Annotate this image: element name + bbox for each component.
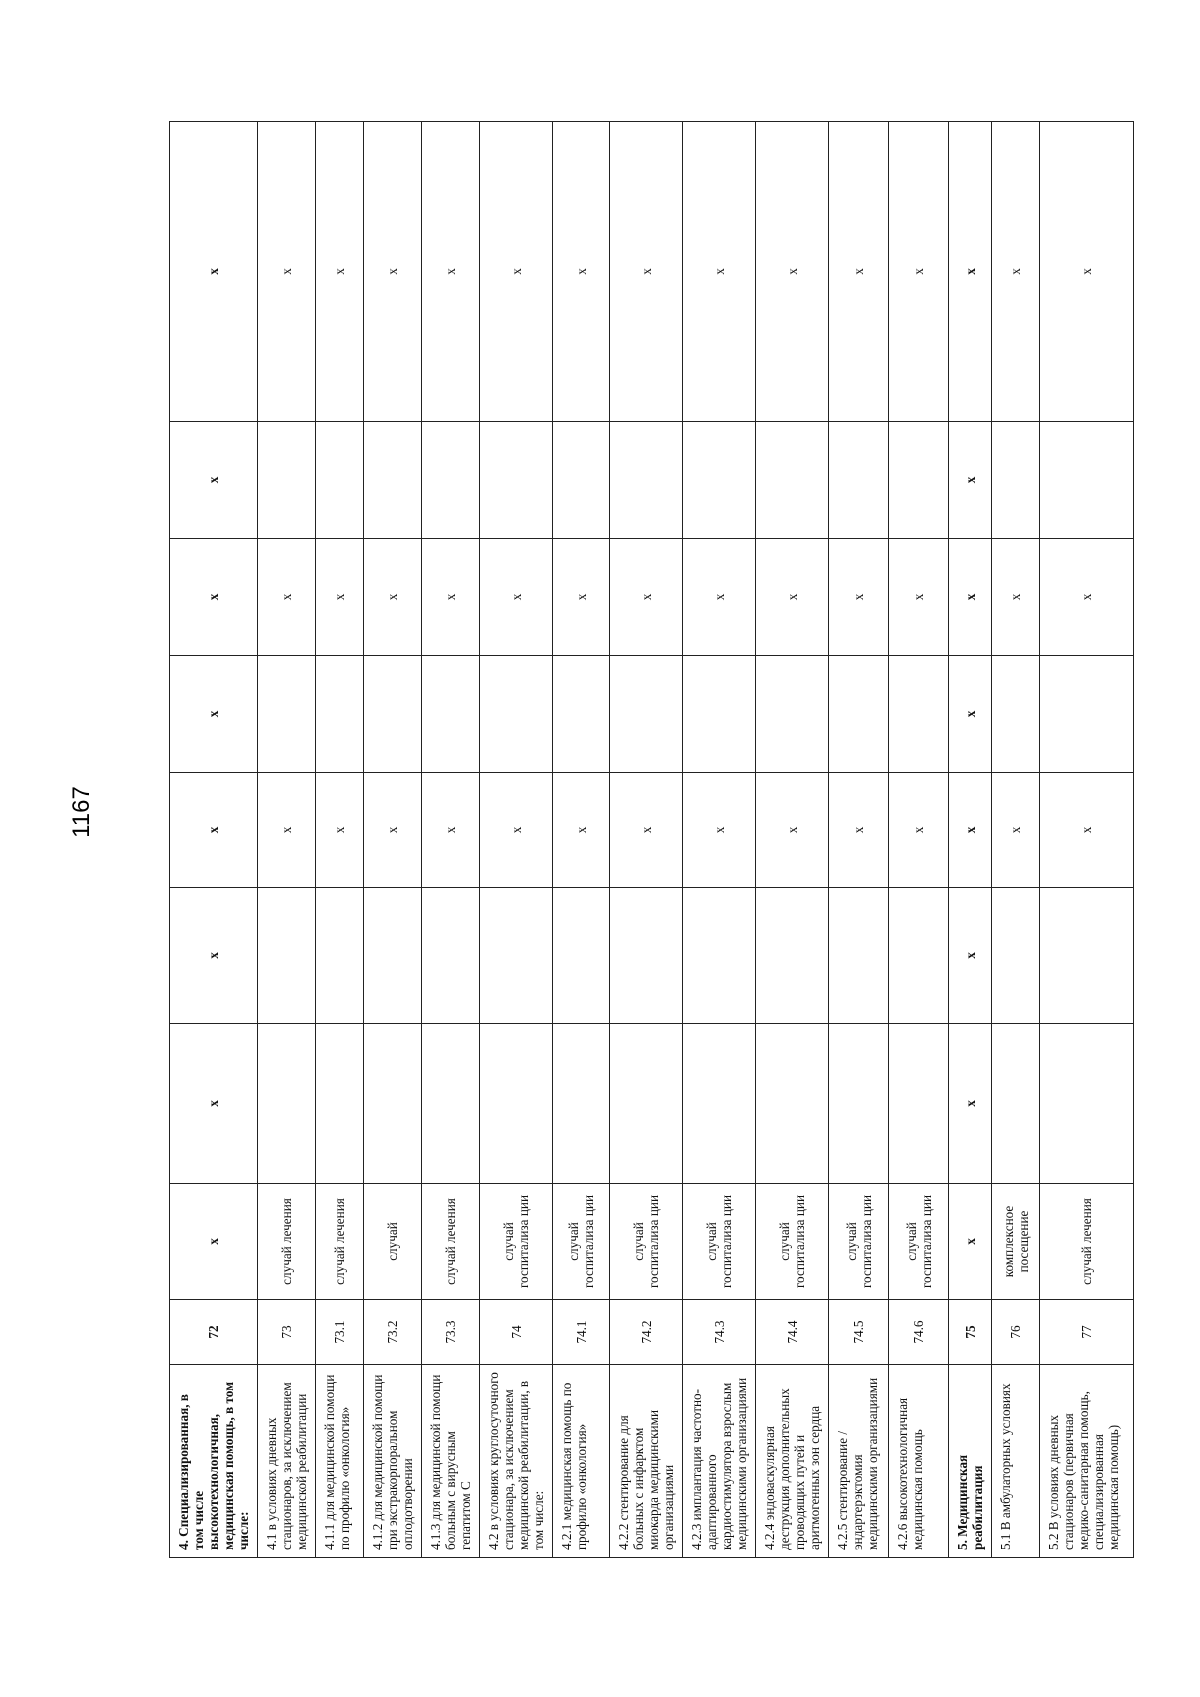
value-cell: x: [1040, 539, 1134, 656]
value-cell: x: [949, 888, 992, 1024]
value-cell: [829, 656, 889, 773]
value-cell: x: [949, 122, 992, 422]
value-cell: x: [364, 773, 422, 888]
page-number: 1167: [68, 786, 95, 838]
table-row: [364, 122, 422, 1558]
value-cell: x: [170, 122, 258, 422]
value-cell: [889, 1024, 949, 1184]
value-cell: [316, 1024, 364, 1184]
value-cell: [889, 888, 949, 1024]
value-cell: x: [992, 122, 1040, 422]
value-cell: x: [610, 122, 683, 422]
row-name-cell: 4. Специализированная, в том числе высокотехнологичная, медицинская помощь, в том числе:: [170, 1365, 258, 1558]
value-cell: x: [949, 656, 992, 773]
value-cell: [553, 1024, 610, 1184]
value-cell: [1040, 422, 1134, 539]
value-cell: [610, 656, 683, 773]
value-cell: x: [258, 122, 316, 422]
row-code-cell: 73.2: [364, 1300, 422, 1365]
value-cell: x: [1040, 122, 1134, 422]
value-cell: x: [170, 656, 258, 773]
value-cell: [364, 656, 422, 773]
row-unit-cell: случай госпитализа ции: [480, 1184, 553, 1300]
row-code-cell: 74.5: [829, 1300, 889, 1365]
value-cell: x: [480, 539, 553, 656]
value-cell: [258, 888, 316, 1024]
row-unit-cell: случай госпитализа ции: [889, 1184, 949, 1300]
value-cell: x: [610, 773, 683, 888]
value-cell: x: [258, 539, 316, 656]
row-unit-cell: x: [949, 1184, 992, 1300]
row-unit-cell: x: [170, 1184, 258, 1300]
value-cell: x: [992, 539, 1040, 656]
row-code-cell: 72: [170, 1300, 258, 1365]
value-cell: x: [889, 773, 949, 888]
value-cell: [756, 1024, 829, 1184]
table-row: [949, 122, 992, 1558]
value-cell: x: [756, 539, 829, 656]
value-cell: x: [610, 539, 683, 656]
value-cell: x: [316, 539, 364, 656]
value-cell: [889, 656, 949, 773]
value-cell: x: [170, 888, 258, 1024]
row-code-cell: 74.6: [889, 1300, 949, 1365]
row-unit-cell: случай лечения: [1040, 1184, 1134, 1300]
row-name-cell: 4.1 в условиях дневных стационаров, за исключением медицинской реабилитации: [258, 1365, 316, 1558]
value-cell: x: [553, 773, 610, 888]
value-cell: [480, 888, 553, 1024]
table-body: [170, 122, 1134, 1558]
table-row: [258, 122, 316, 1558]
row-code-cell: 74.3: [683, 1300, 756, 1365]
value-cell: [1040, 888, 1134, 1024]
value-cell: x: [553, 539, 610, 656]
value-cell: x: [422, 539, 480, 656]
table-row: [1040, 122, 1134, 1558]
row-code-cell: 74.4: [756, 1300, 829, 1365]
table-row: [683, 122, 756, 1558]
value-cell: [258, 1024, 316, 1184]
value-cell: [829, 1024, 889, 1184]
value-cell: [422, 656, 480, 773]
row-unit-cell: случай лечения: [316, 1184, 364, 1300]
value-cell: [480, 422, 553, 539]
value-cell: x: [422, 773, 480, 888]
value-cell: [756, 422, 829, 539]
value-cell: [683, 1024, 756, 1184]
value-cell: x: [170, 773, 258, 888]
value-cell: x: [364, 539, 422, 656]
row-code-cell: 73.1: [316, 1300, 364, 1365]
row-unit-cell: случай госпитализа ции: [610, 1184, 683, 1300]
row-code-cell: 75: [949, 1300, 992, 1365]
value-cell: x: [170, 539, 258, 656]
row-name-cell: 4.2.1 медицинская помощь по профилю «онкология»: [553, 1365, 610, 1558]
value-cell: x: [1040, 773, 1134, 888]
value-cell: x: [683, 539, 756, 656]
value-cell: [829, 422, 889, 539]
table-row: [553, 122, 610, 1558]
value-cell: x: [480, 773, 553, 888]
data-table: [169, 121, 1134, 1558]
value-cell: [553, 888, 610, 1024]
value-cell: [992, 656, 1040, 773]
value-cell: x: [422, 122, 480, 422]
value-cell: [683, 656, 756, 773]
table-row: [480, 122, 553, 1558]
value-cell: [992, 888, 1040, 1024]
value-cell: [422, 888, 480, 1024]
value-cell: x: [170, 422, 258, 539]
value-cell: [316, 422, 364, 539]
value-cell: [364, 888, 422, 1024]
value-cell: [480, 656, 553, 773]
row-name-cell: 4.2.2 стентирование для больных с инфарктом миокарда медицинскими организациями: [610, 1365, 683, 1558]
value-cell: [422, 422, 480, 539]
value-cell: x: [258, 773, 316, 888]
value-cell: x: [316, 122, 364, 422]
value-cell: x: [992, 773, 1040, 888]
row-name-cell: 4.2.5 стентирование / эндартерэктомия медицинскими организациями: [829, 1365, 889, 1558]
value-cell: x: [683, 773, 756, 888]
row-unit-cell: случай госпитализа ции: [553, 1184, 610, 1300]
value-cell: [992, 422, 1040, 539]
row-unit-cell: случай: [364, 1184, 422, 1300]
row-unit-cell: случай лечения: [258, 1184, 316, 1300]
value-cell: x: [829, 122, 889, 422]
value-cell: x: [949, 1024, 992, 1184]
row-name-cell: 5.2 В условиях дневных стационаров (первичная медико-санитарная помощь, специализированная медицинская помощь): [1040, 1365, 1134, 1558]
value-cell: [683, 888, 756, 1024]
row-name-cell: 5.1 В амбулаторных условиях: [992, 1365, 1040, 1558]
table-row: [889, 122, 949, 1558]
value-cell: [480, 1024, 553, 1184]
table-row: [422, 122, 480, 1558]
value-cell: x: [170, 1024, 258, 1184]
table-row: [316, 122, 364, 1558]
value-cell: x: [829, 773, 889, 888]
row-code-cell: 73.3: [422, 1300, 480, 1365]
value-cell: x: [364, 122, 422, 422]
row-name-cell: 4.1.3 для медицинской помощи больным с вирусным гепатитом С: [422, 1365, 480, 1558]
value-cell: [889, 422, 949, 539]
row-name-cell: 4.2 в условиях круглосуточного стационара, за исключением медицинской реабилитации, в том числе:: [480, 1365, 553, 1558]
row-unit-cell: случай госпитализа ции: [829, 1184, 889, 1300]
value-cell: x: [949, 422, 992, 539]
value-cell: [610, 888, 683, 1024]
value-cell: x: [889, 539, 949, 656]
value-cell: [1040, 1024, 1134, 1184]
value-cell: x: [480, 122, 553, 422]
row-name-cell: 4.2.4 эндоваскулярная деструкция дополнительных проводящих путей и аритмогенных зон сердца: [756, 1365, 829, 1558]
table-row: [610, 122, 683, 1558]
value-cell: x: [756, 122, 829, 422]
value-cell: x: [949, 539, 992, 656]
value-cell: x: [949, 773, 992, 888]
row-name-cell: 4.2.3 имплантация частотно-адаптированного кардиостимулятора взрослым медицинскими организациями: [683, 1365, 756, 1558]
row-name-cell: 4.1.2 для медицинской помощи при экстракорпоральном оплодотворении: [364, 1365, 422, 1558]
value-cell: [553, 656, 610, 773]
value-cell: x: [553, 122, 610, 422]
value-cell: [258, 422, 316, 539]
row-unit-cell: случай госпитализа ции: [683, 1184, 756, 1300]
table-row: [756, 122, 829, 1558]
table-row: [829, 122, 889, 1558]
value-cell: [829, 888, 889, 1024]
row-code-cell: 77: [1040, 1300, 1134, 1365]
value-cell: [756, 656, 829, 773]
row-name-cell: 4.1.1 для медицинской помощи по профилю «онкология»: [316, 1365, 364, 1558]
row-code-cell: 74.2: [610, 1300, 683, 1365]
value-cell: x: [889, 122, 949, 422]
row-code-cell: 74.1: [553, 1300, 610, 1365]
value-cell: [553, 422, 610, 539]
value-cell: [316, 656, 364, 773]
value-cell: [258, 656, 316, 773]
value-cell: [756, 888, 829, 1024]
value-cell: [610, 1024, 683, 1184]
row-code-cell: 73: [258, 1300, 316, 1365]
value-cell: x: [829, 539, 889, 656]
value-cell: [683, 422, 756, 539]
table-row: [992, 122, 1040, 1558]
value-cell: x: [316, 773, 364, 888]
row-unit-cell: случай госпитализа ции: [756, 1184, 829, 1300]
value-cell: [364, 1024, 422, 1184]
row-name-cell: 5. Медицинская реабилитация: [949, 1365, 992, 1558]
value-cell: [1040, 656, 1134, 773]
row-unit-cell: комплексное посещение: [992, 1184, 1040, 1300]
row-name-cell: 4.2.6 высокотехнологичная медицинская помощь: [889, 1365, 949, 1558]
value-cell: [316, 888, 364, 1024]
value-cell: x: [756, 773, 829, 888]
rotated-table-container: [169, 122, 1121, 1558]
row-unit-cell: случай лечения: [422, 1184, 480, 1300]
value-cell: [364, 422, 422, 539]
value-cell: [992, 1024, 1040, 1184]
value-cell: x: [683, 122, 756, 422]
row-code-cell: 76: [992, 1300, 1040, 1365]
row-code-cell: 74: [480, 1300, 553, 1365]
value-cell: [422, 1024, 480, 1184]
table-row: [170, 122, 258, 1558]
value-cell: [610, 422, 683, 539]
